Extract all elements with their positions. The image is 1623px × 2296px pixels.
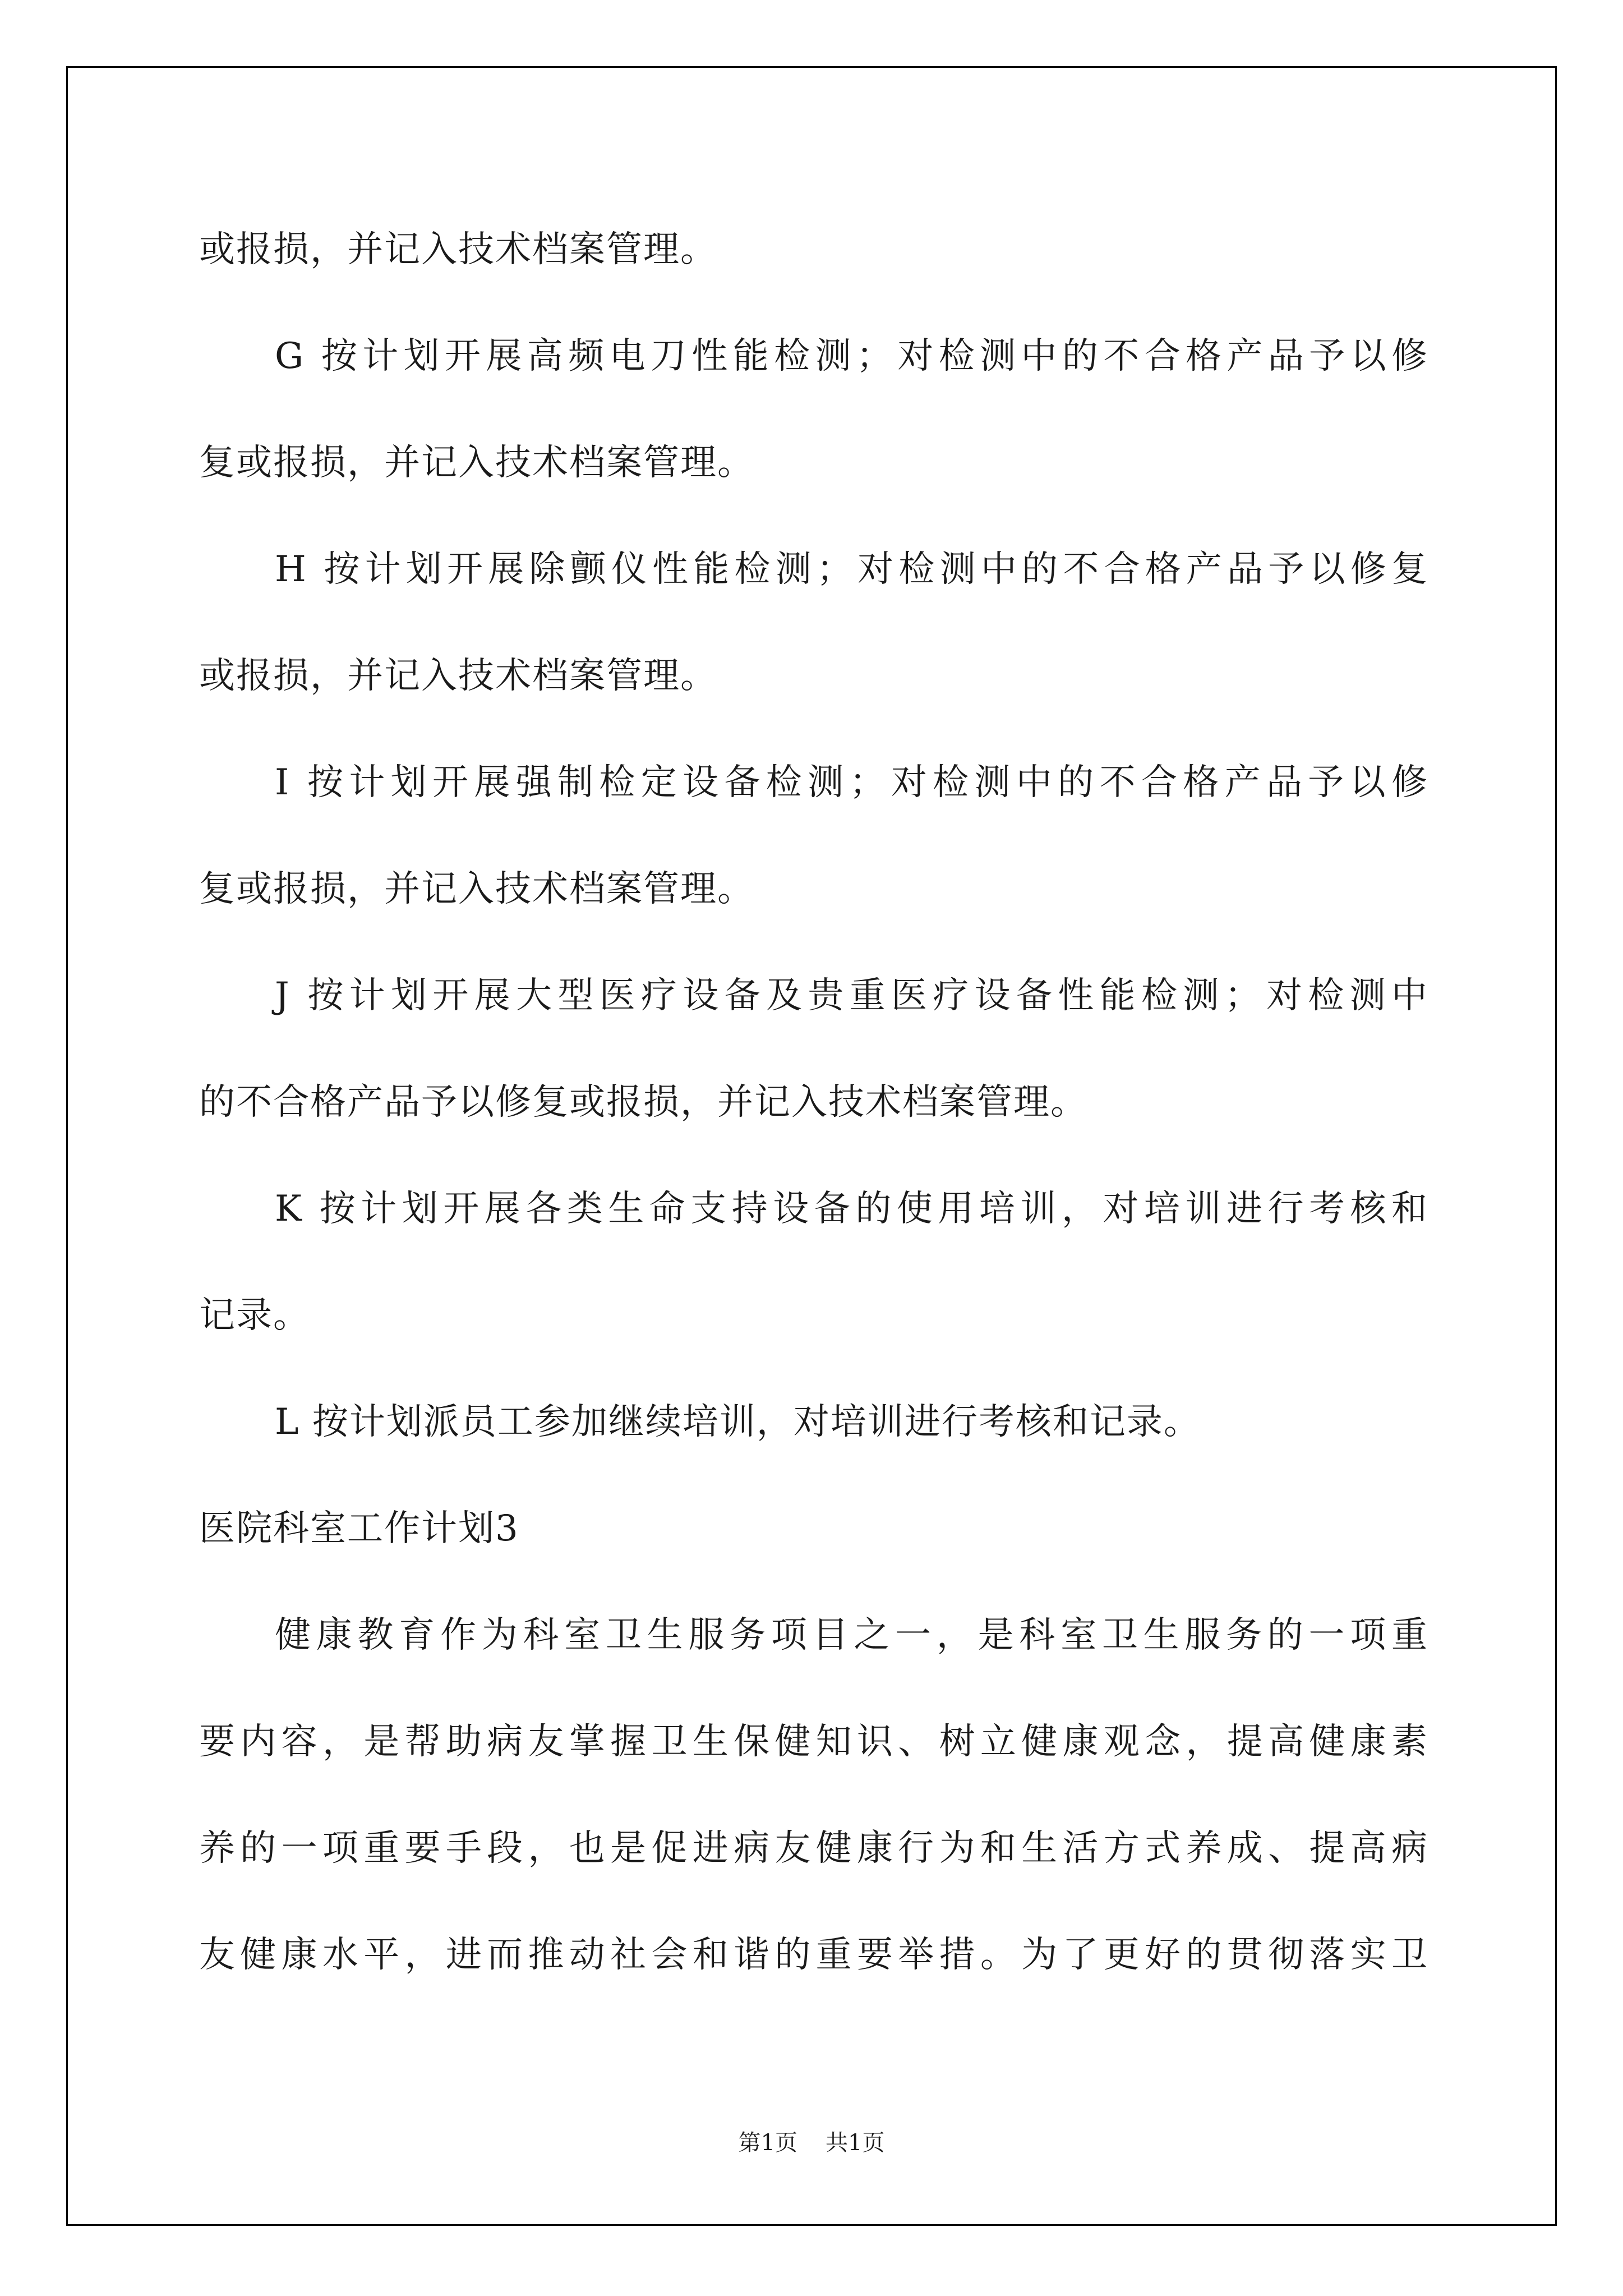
text-line-5: 或报损，并记入技术档案管理。 bbox=[199, 655, 717, 697]
section-heading: 医院科室工作计划3 bbox=[199, 1508, 519, 1549]
text-line-14: 健康教育作为科室卫生服务项目之一，是科室卫生服务的一项重 bbox=[275, 1614, 1428, 1656]
text-line-1: 或报损，并记入技术档案管理。 bbox=[199, 229, 717, 270]
text-line-15: 要内容，是帮助病友掌握卫生保健知识、树立健康观念，提高健康素 bbox=[199, 1721, 1428, 1763]
page-number: 第1页 bbox=[738, 2130, 797, 2156]
text-line-16: 养的一项重要手段，也是促进病友健康行为和生活方式养成、提高病 bbox=[199, 1828, 1428, 1869]
text-line-7: 复或报损，并记入技术档案管理。 bbox=[199, 868, 754, 910]
text-line-8: J 按计划开展大型医疗设备及贵重医疗设备性能检测；对检测中 bbox=[275, 975, 1428, 1016]
text-line-10: K 按计划开展各类生命支持设备的使用培训，对培训进行考核和 bbox=[275, 1188, 1428, 1230]
text-line-4: H 按计划开展除颤仪性能检测；对检测中的不合格产品予以修复 bbox=[275, 549, 1428, 590]
text-line-6: I 按计划开展强制检定设备检测；对检测中的不合格产品予以修 bbox=[275, 762, 1428, 803]
text-line-9: 的不合格产品予以修复或报损，并记入技术档案管理。 bbox=[199, 1082, 1087, 1123]
text-line-2: G 按计划开展高频电刀性能检测；对检测中的不合格产品予以修 bbox=[275, 335, 1428, 377]
page-border bbox=[66, 66, 1557, 2226]
text-line-12: L 按计划派员工参加继续培训，对培训进行考核和记录。 bbox=[275, 1401, 1201, 1443]
text-line-11: 记录。 bbox=[199, 1295, 310, 1336]
text-line-17: 友健康水平，进而推动社会和谐的重要举措。为了更好的贯彻落实卫 bbox=[199, 1934, 1428, 1976]
text-line-3: 复或报损，并记入技术档案管理。 bbox=[199, 442, 754, 484]
page-total: 共1页 bbox=[826, 2130, 885, 2156]
page-footer bbox=[0, 2132, 1623, 2154]
